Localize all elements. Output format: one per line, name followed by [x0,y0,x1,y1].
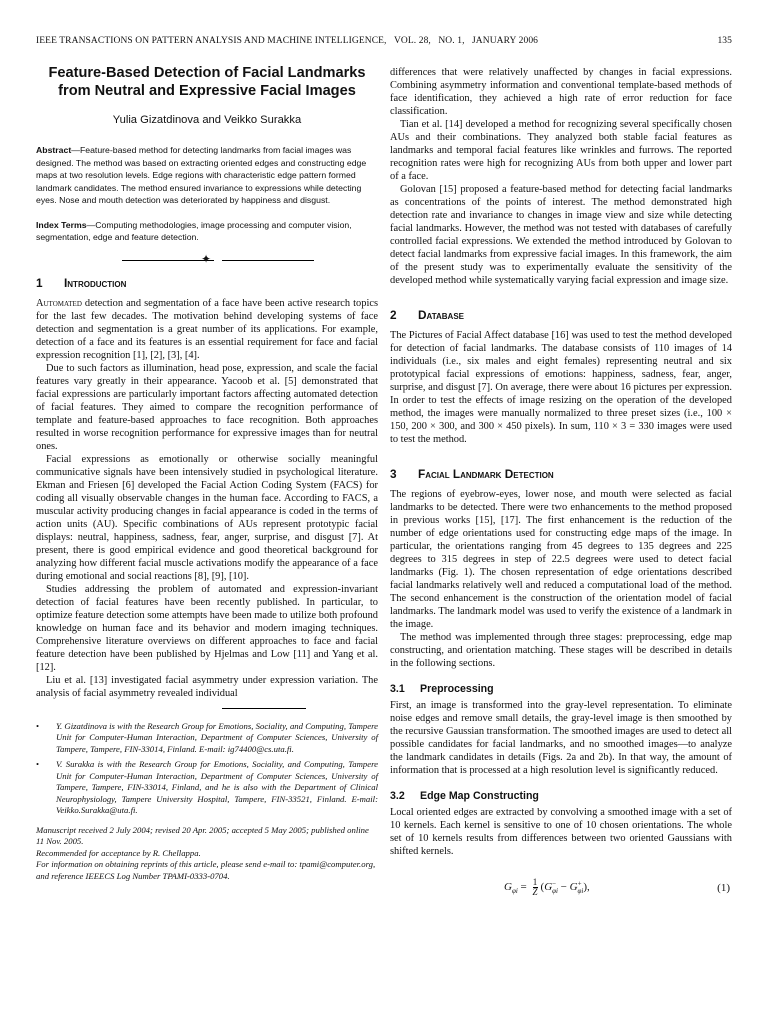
intro-continuation: differences that were relatively unaffected by changes in facial expressions. Combining asymmetry information and conventional template-based methods of face identification, they achieved a high rate of error reduction for face classification. [390,67,732,117]
landmark-paragraph-2: The method was implemented through three stages: preprocessing, edge map constructing, and orientation matching. These stages will be described in details in the following sections. [390,632,732,669]
abstract-text: —Feature-based method for detecting landmarks from facial images was designed. The method was based on extracting oriented edges and constructing edge maps at two resolution levels. Edge regions with characteristic edge pattern formed landmark candidates. The method ensured invariance to expressions while detecting eyes. Nose and mouth detection was deteriorated by happiness and disgust. [36,145,367,205]
running-header [36,36,732,50]
subsection-heading-edge-map [390,789,732,803]
section-number: 1 [36,275,43,290]
separator-diamond-icon: ✦ [201,251,212,266]
database-paragraph: The Pictures of Facial Affect database [16] was used to test the method developed for detection of facial landmarks. The database consists of 110 images of 14 individuals (i.e., six males and eight females) representing neutral and six prototypical facial expressions of emotions: happiness, sadness, fear, anger, surprise, and disgust [7]. On average, there were about 16 pictures per expression. In order to test the effects of image resizing on the operation of the developed method, the images were manually normalized to three preset sizes (i.e., 100 × 150, 200 × 300, and 300 × 450 pixels). In sum, 110 × 3 = 330 images were used to test the method. [390,330,732,445]
footnote-author-2: • V. Surakka is with the Research Group for Emotions, Sociality, and Computing, Tampere Unit for Computer-Human Interaction, Department of Computer Sciences, University of Tampere, Tampere, FIN-33014, Finland, and he is also with the Department of Clinical Neurophysiology, Tampere University Hospital, Tampere, FIN-33521, Finland. E-mail: Veikko.Surakka@uta.fi. [36,759,378,815]
equation-expression: $G_{\varphi i} = \frac{1}{Z}$ $(G^-_{\varphi i} - G^+_{\varphi i})$, [504,877,590,897]
section-heading-database [390,307,732,323]
section-title: Database [418,308,464,322]
intro-paragraph-5: Liu et al. [13] investigated facial asymmetry under expression variation. The analysis of facial asymmetry revealed individual [36,674,378,699]
intro-paragraph-4: Studies addressing the problem of automated and expression-invariant detection of facial features have been recently published. In particular, to optimize feature detection some attempts have been made to utilize both profound knowledge on human face and its behavior and modern imaging techniques. Comprehensive literature overviews on different approaches to face and facial feature detection have been published by Hjelmas and Low [11] and Yang et al. [12]. [36,583,378,673]
edge-map-paragraph: Local oriented edges are extracted by convolving a smoothed image with a set of 10 kernels. Each kernel is sensitive to one of 10 chosen orientations. The whole set of 10 kernels results from differences between two oriented Gaussians with shifted kernels. [390,807,732,857]
issue: NO. 1, [438,36,465,46]
subsection-number: 3.1 [390,683,405,695]
reprints-info: For information on obtaining reprints of this article, please send e-mail to: tpami@computer.org, and reference IEEECS Log Number TPAMI-0333-0704. [36,859,376,881]
footnote-bullet: • [36,759,40,769]
intro-paragraph-3: Facial expressions as emotionally or otherwise socially meaningful communicative signals have been intensively studied in psychological literature. Ekman and Friesen [6] developed the Facial Action Coding System (FACS) for coding all visually observable changes in the human face. According to FACS, a muscular activity producing changes in facial appearance is coded in the terms of action units (AU). Specific combinations of AUs represent prototypic facial displays: neutral, happiness, sadness, fear, anger, surprise, and disgust [7]. At present, there is good empirical evidence and good theoretical background for analyzing how different facial muscle activations modify the appearance of a face during emotional and social reactions [8], [9], [10]. [36,453,378,582]
title-line-1: Feature-Based Detection of Facial Landmarks [48,65,366,81]
separator-line-right [222,260,314,261]
introduction-body [36,297,378,700]
abstract [36,144,378,207]
title-line-2: from Neutral and Expressive Facial Images [58,83,356,99]
section-title: Facial Landmark Detection [418,467,554,481]
header-journal-info [36,36,538,46]
equation-number: (1) [717,882,730,894]
subsection-title: Edge Map Constructing [420,790,539,802]
abstract-label: Abstract [36,145,72,155]
index-terms-text: —Computing methodologies, image processing and computer vision, segmentation, edge and feature detection. [36,219,352,242]
landmark-paragraph-1: The regions of eyebrow-eyes, lower nose, and mouth were selected as facial landmarks to be detected. There were two enhancements to the method proposed in previous works [15], [17]. The first enhancement is the reduction of the number of edge orientations used for constructing edge maps of the image. In particular, the orientations ranging from 45 degrees to 135 degrees and 225 degrees to 315 degrees in step of 22.5 degrees were used to detect facial landmarks (Fig. 1). The chosen representation of edge orientations described facial landmarks relatively well and reduced a computational load of the method. The second enhancement is the construction of the orientation model of facial landmarks. The landmark model was used to verify the existence of a landmark in the image. [390,489,732,630]
intro-lead-word: Automated [36,297,82,309]
journal-name: IEEE TRANSACTIONS ON PATTERN ANALYSIS AND MACHINE INTELLIGENCE, [36,36,387,46]
footnote-bullet: • [36,720,40,731]
section-separator [36,253,378,267]
subsection-title: Preprocessing [420,683,494,695]
page-number: 135 [717,36,732,46]
index-terms [36,219,378,244]
golovan-paragraph: Golovan [15] proposed a feature-based method for detecting facial landmarks as concentrations of the points of interest. The method demonstrated high detection rate and invariance to changes in image view and size while detecting facial landmarks. However, the method was not tested with databases of carefully controlled facial expressions. We extended the method introduced by Golovan to detect facial landmarks from expressive facial images. In this framework, the aim of the present study was to experimentally evaluate the sensitivity of the developed method while systematically varying facial expression and image size. [390,184,732,286]
tian-paragraph: Tian et al. [14] developed a method for recognizing several specifically chosen AUs and their combinations. They analyzed both stable facial features as landmarks and temporal facial features like wrinkles and furrows. The reported recognition rates were high for recognizing AUs from both upper and lower part of a face. [390,119,732,182]
section-heading-introduction [36,275,378,291]
index-terms-label: Index Terms [36,219,87,230]
subsection-heading-preprocessing [390,682,732,696]
footnote-rule [222,708,306,709]
manuscript-info [36,825,378,883]
equation-fraction: $\frac{1}{Z}$ [532,877,538,897]
footnote-author-1: • Y. Gizatdinova is with the Research Group for Emotions, Sociality, and Computing, Tampere Unit for Computer-Human Interaction, Department of Computer Sciences, University of Tampere, Tampere, FIN-33014, Finland. E-mail: ig74400@cs.uta.fi. [36,720,378,754]
section-number: 2 [390,308,397,322]
intro-paragraph-1: Automated detection and segmentation of a face have been active research topics for the last few decades. The motivation behind developing systems of face detection and segmentation is a great number of its applications. For example, detection of a face and its features is an essential requirement for face and facial expression recognition [1], [2], [3], [4]. [36,297,378,361]
issue-date: JANUARY 2006 [471,36,539,46]
section-heading-facial-landmark-detection [390,466,732,482]
subsection-number: 3.2 [390,790,405,802]
equation-1 [390,874,732,902]
right-column [390,66,732,902]
recommended-by: Recommended for acceptance by R. Chellappa. [36,847,201,858]
paper-title [36,64,378,100]
volume: VOL. 28, [393,36,431,46]
preprocessing-paragraph: First, an image is transformed into the gray-level representation. To eliminate noise edges and remove small details, the gray-level image is then smoothed by the recursive Gaussian transformation. The smoothed images are used to detect all possible candidates for facial landmarks, and no smoothed images—to analyze the landmark candidates in details (Figs. 2a and 2b). In that way, the amount of information that is processed at a high resolution level is significantly reduced. [390,700,733,776]
manuscript-dates: Manuscript received 2 July 2004; revised 20 Apr. 2005; accepted 5 May 2005; published online 11 Nov. 2005. [36,824,369,846]
authors: Yulia Gizatdinova and Veikko Surakka [112,114,302,126]
intro-paragraph-2: Due to such factors as illumination, head pose, expression, and scale the facial features vary greatly in their appearance. Yacoob et al. [5] demonstrated that facial expressions are particularly important factors affecting automated detection of facial features. They aimed to compare the recognition performance of template and feature-based approaches to face recognition. Both approaches resulted in worse recognition performance for expressive images than for neutral ones. [36,362,378,452]
section-number: 3 [390,467,397,481]
section-title: Introduction [64,275,127,290]
left-column [36,64,378,882]
